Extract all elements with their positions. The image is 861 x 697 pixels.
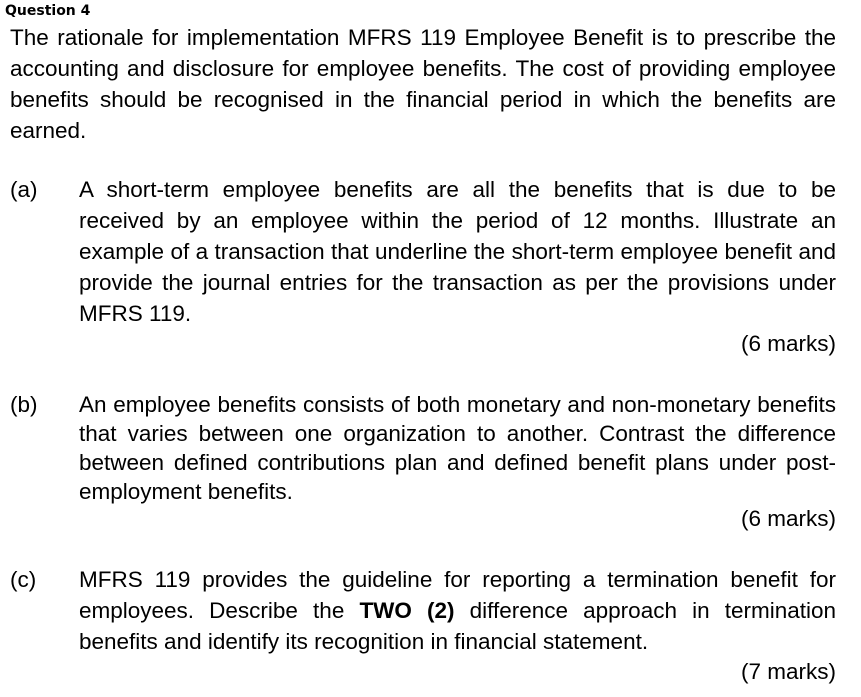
part-c-marks: (7 marks) (741, 659, 836, 684)
part-c-text-before: MFRS 119 provides the guideline for reporting a termination benefit for employees. Describe the (79, 567, 836, 623)
part-c-emphasis: TWO (2) (359, 598, 455, 623)
part-c-text (79, 564, 836, 657)
part-c-text-after: difference approach in termination benefits and identify its recognition in financial statement. (79, 598, 836, 654)
question-intro: The rationale for implementation MFRS 119 Employee Benefit is to prescribe the accounting and disclosure for employee benefits. The cost of providing employee benefits should be recognised in the financial period in which the benefits are earned. (10, 25, 836, 143)
part-b-label: (b) (10, 392, 38, 417)
part-b-text: An employee benefits consists of both monetary and non-monetary benefits that varies between one organization to another. Contrast the difference between defined contributions plan and defined benefit plans under post-employment benefits. (79, 392, 836, 504)
part-a-label: (a) (10, 177, 38, 202)
part-c-label: (c) (10, 567, 37, 592)
part-b-marks: (6 marks) (741, 506, 836, 531)
part-a-text: A short-term employee benefits are all the benefits that is due to be received by an employee within the period of 12 months. Illustrate an example of a transaction that underline the short-term employee benefit and provide the journal entries for the transaction as per the provisions under MFRS 119. (79, 177, 836, 326)
part-a-marks: (6 marks) (741, 331, 836, 356)
question-heading: Question 4 (5, 3, 91, 19)
